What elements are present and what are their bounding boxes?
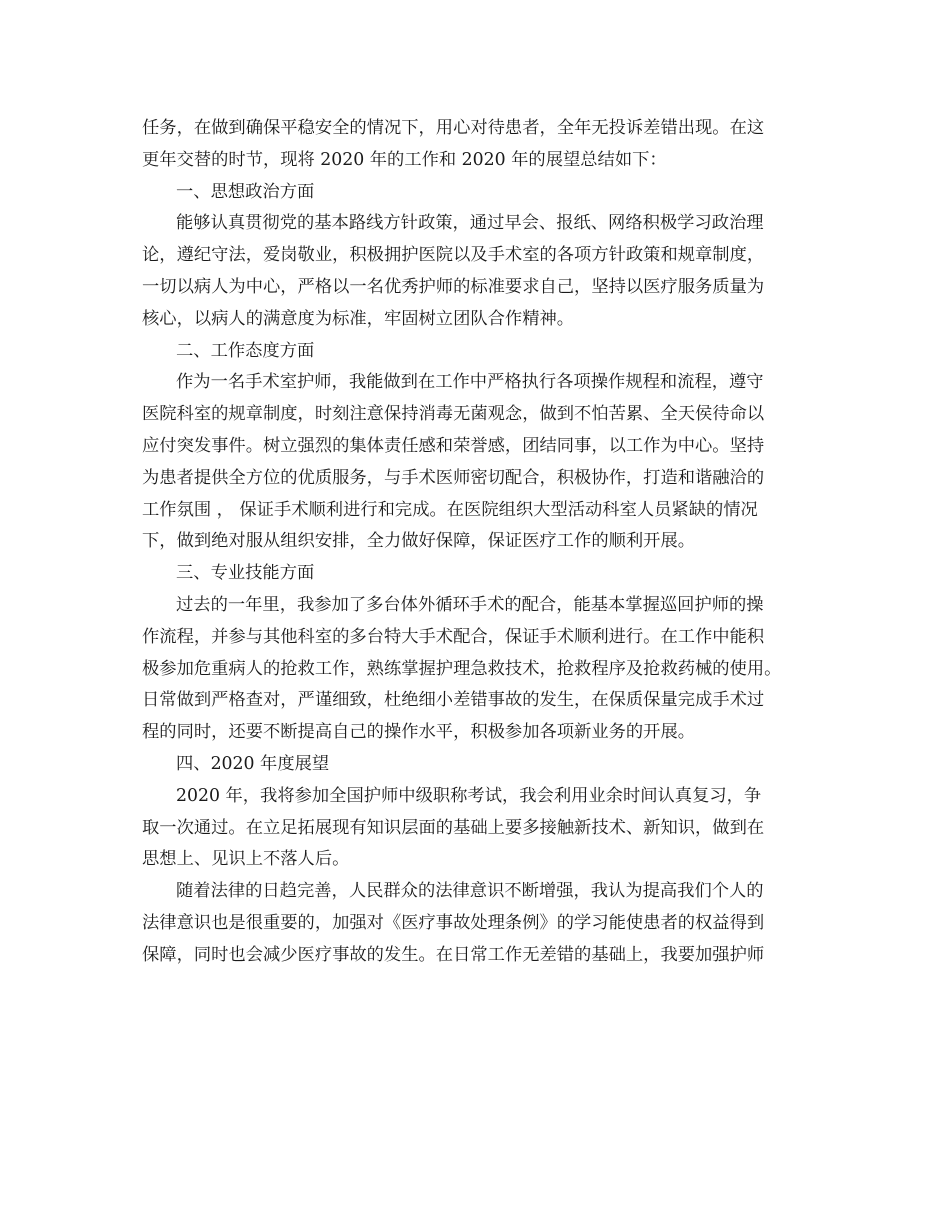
section-heading: 四、2020 年度展望	[176, 753, 330, 774]
text-line: 一切以病人为中心，严格以一名优秀护师的标准要求自己，坚持以医疗服务质量为	[142, 276, 765, 297]
text-line: 法律意识也是很重要的，加强对《医疗事故处理条例》的学习能使患者的权益得到	[142, 912, 765, 933]
text-line: 日常做到严格查对，严谨细致，杜绝细小差错事故的发生，在保质保量完成手术过	[142, 690, 765, 711]
text-line: 过去的一年里，我参加了多台体外循环手术的配合，能基本掌握巡回护师的操	[176, 594, 764, 615]
text-line: 下，做到绝对服从组织安排，全力做好保障，保证医疗工作的顺利开展。	[142, 531, 696, 552]
text-line: 能够认真贯彻党的基本路线方针政策，通过早会、报纸、网络积极学习政治理	[176, 213, 764, 234]
text-line: 论，遵纪守法，爱岗敬业，积极拥护医院以及手术室的各项方针政策和规章制度，	[142, 245, 765, 266]
text-line: 程的同时，还要不断提高自己的操作水平，积极参加各项新业务的开展。	[142, 722, 696, 743]
text-line: 作为一名手术室护师，我能做到在工作中严格执行各项操作规程和流程，遵守	[176, 372, 764, 393]
text-line: 极参加危重病人的抢救工作，熟练掌握护理急救技术，抢救程序及抢救药械的使用。	[142, 658, 782, 679]
section-heading: 一、思想政治方面	[176, 181, 315, 202]
text-line: 随着法律的日趋完善，人民群众的法律意识不断增强，我认为提高我们个人的	[176, 881, 764, 902]
text-line: 更年交替的时节，现将 2020 年的工作和 2020 年的展望总结如下：	[142, 149, 667, 170]
text-line: 核心，以病人的满意度为标准，牢固树立团队合作精神。	[142, 308, 575, 329]
text-line: 2020 年，我将参加全国护师中级职称考试，我会利用业余时间认真复习，争	[176, 785, 762, 806]
text-line: 医院科室的规章制度，时刻注意保持消毒无菌观念，做到不怕苦累、全天侯待命以	[142, 404, 765, 425]
text-line: 取一次通过。在立足拓展现有知识层面的基础上要多接触新技术、新知识，做到在	[142, 817, 765, 838]
section-heading: 二、工作态度方面	[176, 340, 315, 361]
section-heading: 三、专业技能方面	[176, 563, 315, 584]
text-line: 工作氛围 ， 保证手术顺利进行和完成。在医院组织大型活动科室人员紧缺的情况	[142, 499, 758, 520]
text-line: 为患者提供全方位的优质服务，与手术医师密切配合，积极协作，打造和谐融洽的	[142, 467, 765, 488]
text-line: 任务，在做到确保平稳安全的情况下，用心对待患者，全年无投诉差错出现。在这	[142, 118, 765, 138]
document-body	[142, 113, 822, 972]
text-line: 保障，同时也会减少医疗事故的发生。在日常工作无差错的基础上，我要加强护师	[142, 944, 765, 965]
text-line: 应付突发事件。树立强烈的集体责任感和荣誉感，团结同事，以工作为中心。坚持	[142, 435, 765, 456]
text-line: 思想上、见识上不落人后。	[142, 849, 350, 870]
text-line: 作流程，并参与其他科室的多台特大手术配合，保证手术顺利进行。在工作中能积	[142, 626, 765, 647]
